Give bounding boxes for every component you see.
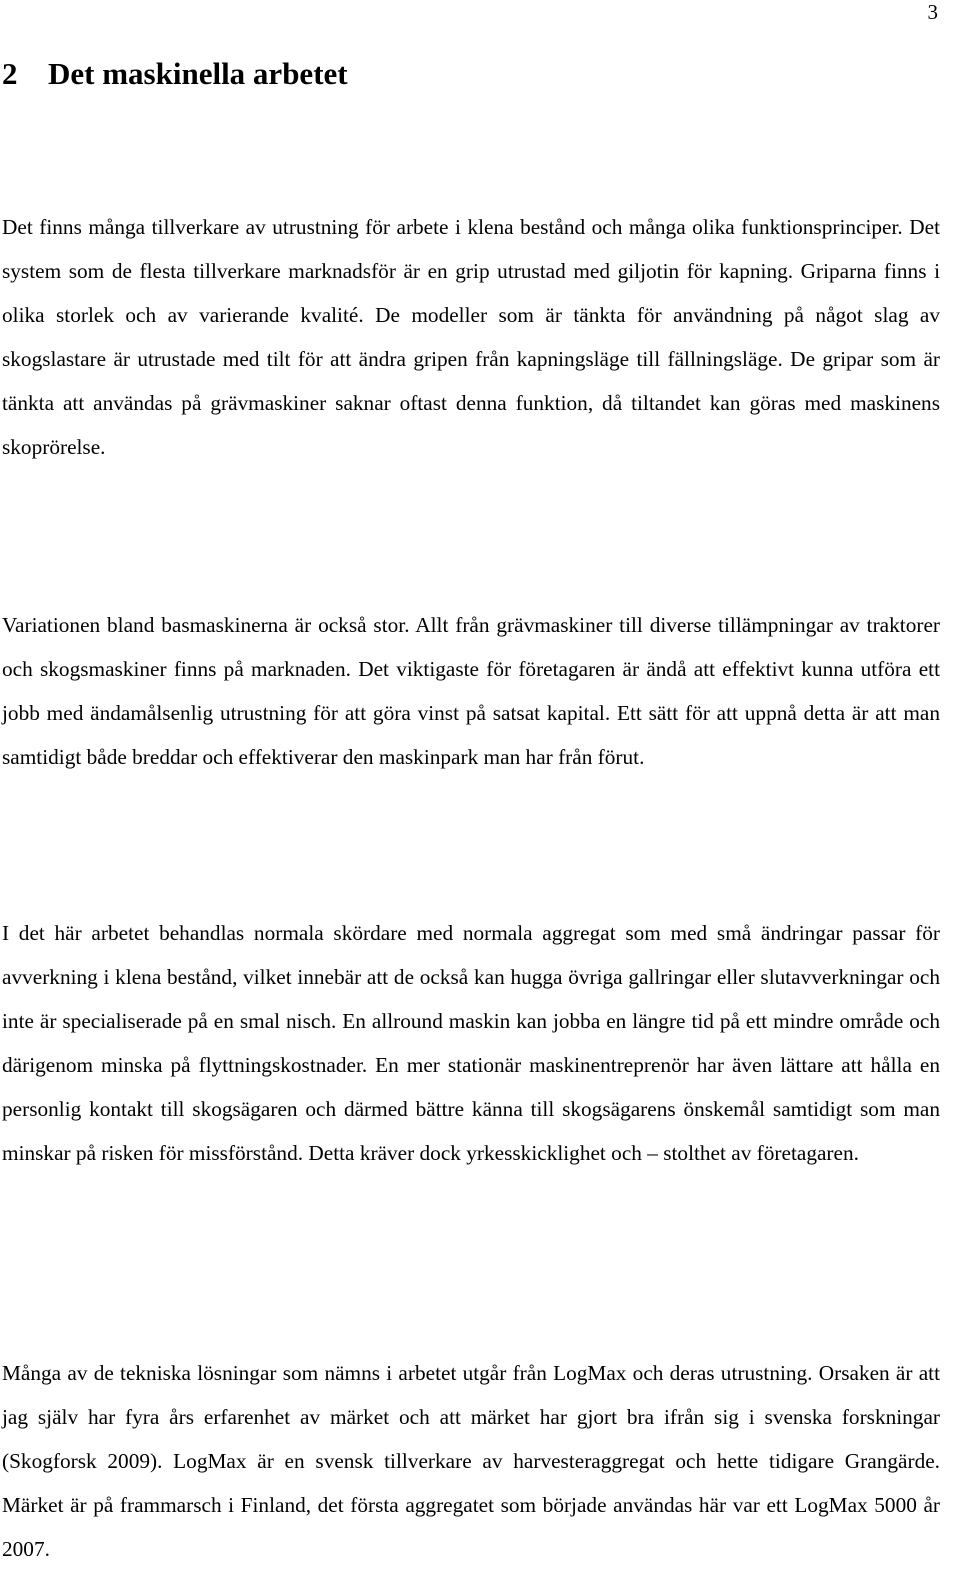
paragraph-manufacturers: Det finns många tillverkare av utrustning för arbete i klena bestånd och många olika funktionsprinciper. Det system som de flesta tillverkare marknadsför är en grip utrustad med giljotin för kapning. Griparna finns i olika storlek och av varierande kvalité. De modeller som är tänkta för användning på något slag av skogslastare är utrustade med tilt för att ändra gripen från kapningsläge till fällningsläge. De gripar som är tänkta att användas på grävmaskiner saknar oftast denna funktion, då tiltandet kan göras med maskinens skoprörelse. [2,215,940,459]
paragraph-base-machines: Variationen bland basmaskinerna är också stor. Allt från grävmaskiner till diverse tillämpningar av traktorer och skogsmaskiner finns på marknaden. Det viktigaste för företagaren är ändå att effektivt kunna utföra ett jobb med ändamålsenlig utrustning för att göra vinst på satsat kapital. Ett sätt för att uppnå detta är att man samtidigt både breddar och effektiverar den maskinpark man har från förut. [2,613,940,769]
chapter-heading [2,54,348,94]
chapter-number: 2 [2,56,18,91]
paragraph-logmax: Många av de tekniska lösningar som nämns i arbetet utgår från LogMax och deras utrustning. Orsaken är att jag själv har fyra års erfarenhet av märket och att märket har gjort bra ifrån sig i svenska forskningar (Skogforsk 2009). LogMax är en svensk tillverkare av harvesteraggregat och hette tidigare Grangärde. Märket är på frammarsch i Finland, det första aggregatet som började användas här var ett LogMax 5000 år 2007. [2,1361,940,1561]
paragraph-harvesters: I det här arbetet behandlas normala skördare med normala aggregat som med små ändringar passar för avverkning i klena bestånd, vilket innebär att de också kan hugga övriga gallringar eller slutavverkningar och inte är specialiserade på en smal nisch. En allround maskin kan jobba en längre tid på ett mindre område och därigenom minska på flyttningskostnader. En mer stationär maskinentreprenör har även lättare att hålla en personlig kontakt till skogsägaren och därmed bättre känna till skogsägarens önskemål samtidigt som man minskar på risken för missförstånd. Detta kräver dock yrkesskicklighet och – stolthet av företagaren. [2,921,940,1165]
chapter-title: Det maskinella arbetet [48,56,348,91]
page-number: 3 [927,0,938,24]
